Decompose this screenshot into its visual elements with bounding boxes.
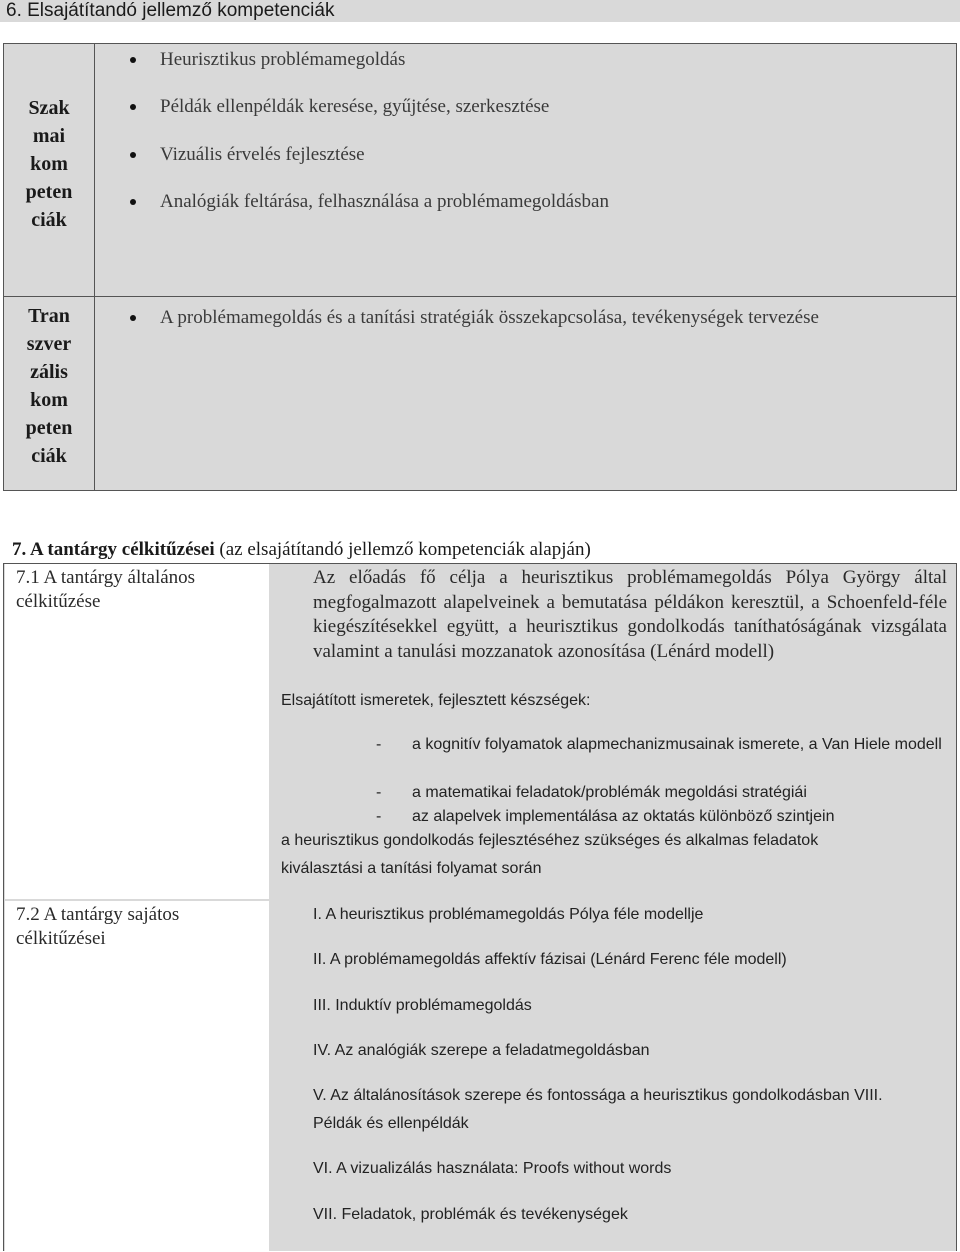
skills-heading: Elsajátított ismeretek, fejlesztett készségek: [281, 692, 591, 709]
objective-item: II. A problémamegoldás affektív fázisai (Lénárd Ferenc féle modell) [313, 951, 787, 968]
professional-competences-list [124, 48, 609, 214]
objective-item: VI. A vizualizálás használata: Proofs without words [313, 1160, 672, 1177]
bullet-icon [130, 199, 136, 205]
skill-item: - a matematikai feladatok/problémák megoldási stratégiái [376, 784, 807, 801]
competencies-table [3, 43, 957, 491]
list-item: Heurisztikus problémamegoldás [124, 48, 609, 72]
objective-item: I. A heurisztikus problémamegoldás Pólya féle modellje [313, 906, 704, 923]
professional-competences-label: Szak mai kom peten ciák [25, 97, 73, 231]
closing-line: a heurisztikus gondolkodás fejlesztéséhez szükséges és alkalmas feladatok [281, 832, 819, 849]
list-item: Analógiák feltárása, felhasználása a problémamegoldásban [124, 190, 609, 214]
objective-item: VII. Feladatok, problémák és tevékenységek [313, 1206, 628, 1223]
objective-item: V. Az általánosítások szerepe és fontossága a heurisztikus gondolkodásban VIII. [313, 1087, 883, 1104]
section-7-title: 7. A tantárgy célkitűzései (az elsajátítandó jellemző kompetenciák alapján) [12, 539, 591, 560]
row-divider [4, 296, 956, 297]
general-objective-label: 7.1 A tantárgy általános célkitűzése [16, 567, 196, 612]
objective-item: IV. Az analógiák szerepe a feladatmegoldásban [313, 1042, 650, 1059]
closing-line: kiválasztási a tanítási folyamat során [281, 860, 542, 877]
specific-objectives-cell [5, 901, 269, 1252]
column-divider [94, 44, 95, 490]
specific-objectives-label: 7.2 A tantárgy sajátos célkitűzései [16, 904, 180, 949]
skill-item: - az alapelvek implementálása az oktatás különböző szintjein [376, 808, 835, 825]
objective-item: Példák és ellenpéldák [313, 1115, 469, 1132]
general-objective-paragraph: Az előadás fő célja a heurisztikus problémamegoldás Pólya György által megfogalmazott alapelveinek a bemutatása példákon keresztül, a Schoenfeld-féle kiegészítésekkel együtt, a heurisztikus gondolkodás taníthatóságának vizsgálata valamint a tanulási mozzanatok azonosítása (Lénárd modell) [313, 567, 947, 662]
bullet-icon [130, 104, 136, 110]
transversal-competences-list [124, 306, 819, 330]
objective-item: III. Induktív problémamegoldás [313, 997, 532, 1014]
bullet-icon [130, 315, 136, 321]
list-item: Vizuális érvelés fejlesztése [124, 143, 609, 167]
skill-item: - a kognitív folyamatok alapmechanizmusainak ismerete, a Van Hiele modell [376, 736, 942, 753]
general-objective-cell [5, 564, 269, 899]
list-item: A problémamegoldás és a tanítási stratégiák összekapcsolása, tevékenységek tervezése [124, 306, 819, 330]
bullet-icon [130, 57, 136, 63]
section-6-title: 6. Elsajátítandó jellemző kompetenciák [0, 0, 960, 22]
list-item: Példák ellenpéldák keresése, gyűjtése, szerkesztése [124, 95, 609, 119]
bullet-icon [130, 152, 136, 158]
objectives-table [3, 563, 957, 1251]
transversal-competences-label: Tran szver zális kom peten ciák [25, 305, 73, 467]
